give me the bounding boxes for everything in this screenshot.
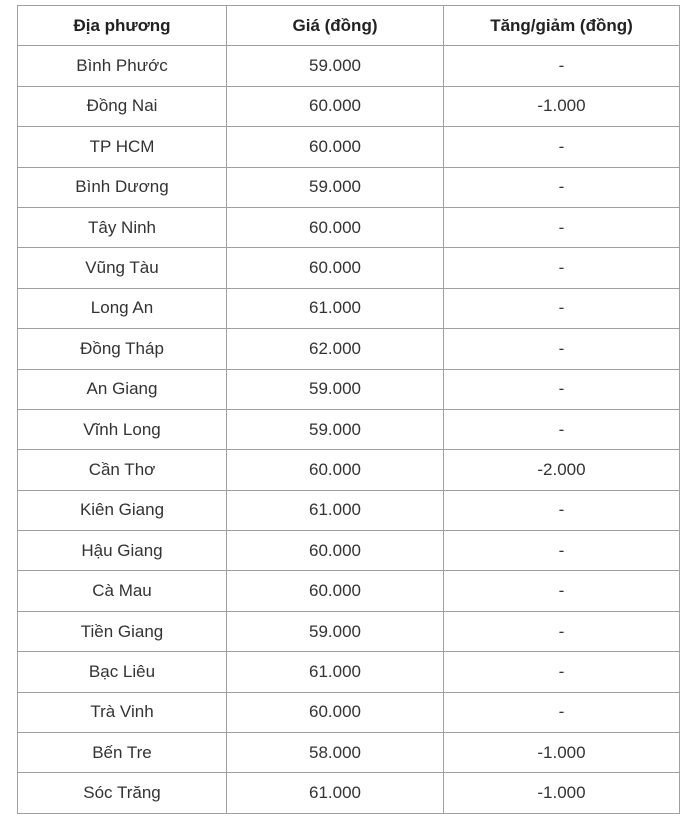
table-row [18,288,680,328]
locality-cell: Bạc Liêu [18,652,227,692]
locality-cell: Tây Ninh [18,207,227,247]
table-body [18,46,680,813]
price-cell: 61.000 [227,288,444,328]
table-row [18,531,680,571]
price-cell: 61.000 [227,773,444,813]
locality-cell: Đồng Tháp [18,329,227,369]
pork-price-table [17,5,680,814]
price-cell: 59.000 [227,611,444,651]
locality-cell: Bình Dương [18,167,227,207]
table-row [18,86,680,126]
change-cell: - [444,288,680,328]
header-locality: Địa phương [18,6,227,46]
price-cell: 60.000 [227,571,444,611]
locality-cell: Kiên Giang [18,490,227,530]
price-cell: 60.000 [227,692,444,732]
change-cell: -1.000 [444,773,680,813]
table-row [18,369,680,409]
table-row [18,692,680,732]
price-cell: 60.000 [227,127,444,167]
table-row [18,733,680,773]
price-cell: 59.000 [227,167,444,207]
change-cell: -1.000 [444,733,680,773]
table-row [18,248,680,288]
change-cell: - [444,490,680,530]
header-change: Tăng/giảm (đồng) [444,6,680,46]
change-cell: -1.000 [444,86,680,126]
table-row [18,409,680,449]
table-row [18,571,680,611]
locality-cell: Đồng Nai [18,86,227,126]
change-cell: - [444,167,680,207]
table-row [18,207,680,247]
change-cell: - [444,571,680,611]
table-row [18,652,680,692]
price-cell: 61.000 [227,652,444,692]
change-cell: - [444,127,680,167]
price-cell: 60.000 [227,207,444,247]
table-row [18,450,680,490]
table-row [18,127,680,167]
locality-cell: Long An [18,288,227,328]
price-cell: 60.000 [227,531,444,571]
change-cell: -2.000 [444,450,680,490]
change-cell: - [444,531,680,571]
change-cell: - [444,369,680,409]
price-cell: 60.000 [227,248,444,288]
locality-cell: An Giang [18,369,227,409]
table-row [18,773,680,813]
locality-cell: Cần Thơ [18,450,227,490]
price-cell: 62.000 [227,329,444,369]
price-cell: 59.000 [227,46,444,86]
table-row [18,167,680,207]
table-row [18,329,680,369]
change-cell: - [444,409,680,449]
locality-cell: TP HCM [18,127,227,167]
change-cell: - [444,692,680,732]
locality-cell: Cà Mau [18,571,227,611]
locality-cell: Vũng Tàu [18,248,227,288]
locality-cell: Bình Phước [18,46,227,86]
price-cell: 61.000 [227,490,444,530]
price-cell: 60.000 [227,450,444,490]
locality-cell: Vĩnh Long [18,409,227,449]
price-cell: 59.000 [227,409,444,449]
locality-cell: Bến Tre [18,733,227,773]
header-price: Giá (đồng) [227,6,444,46]
locality-cell: Trà Vinh [18,692,227,732]
change-cell: - [444,652,680,692]
table-row [18,611,680,651]
change-cell: - [444,207,680,247]
table-row [18,490,680,530]
price-cell: 59.000 [227,369,444,409]
price-cell: 60.000 [227,86,444,126]
locality-cell: Hậu Giang [18,531,227,571]
change-cell: - [444,46,680,86]
price-cell: 58.000 [227,733,444,773]
locality-cell: Sóc Trăng [18,773,227,813]
table-row [18,46,680,86]
locality-cell: Tiền Giang [18,611,227,651]
change-cell: - [444,248,680,288]
change-cell: - [444,329,680,369]
table-header-row [18,6,680,46]
change-cell: - [444,611,680,651]
